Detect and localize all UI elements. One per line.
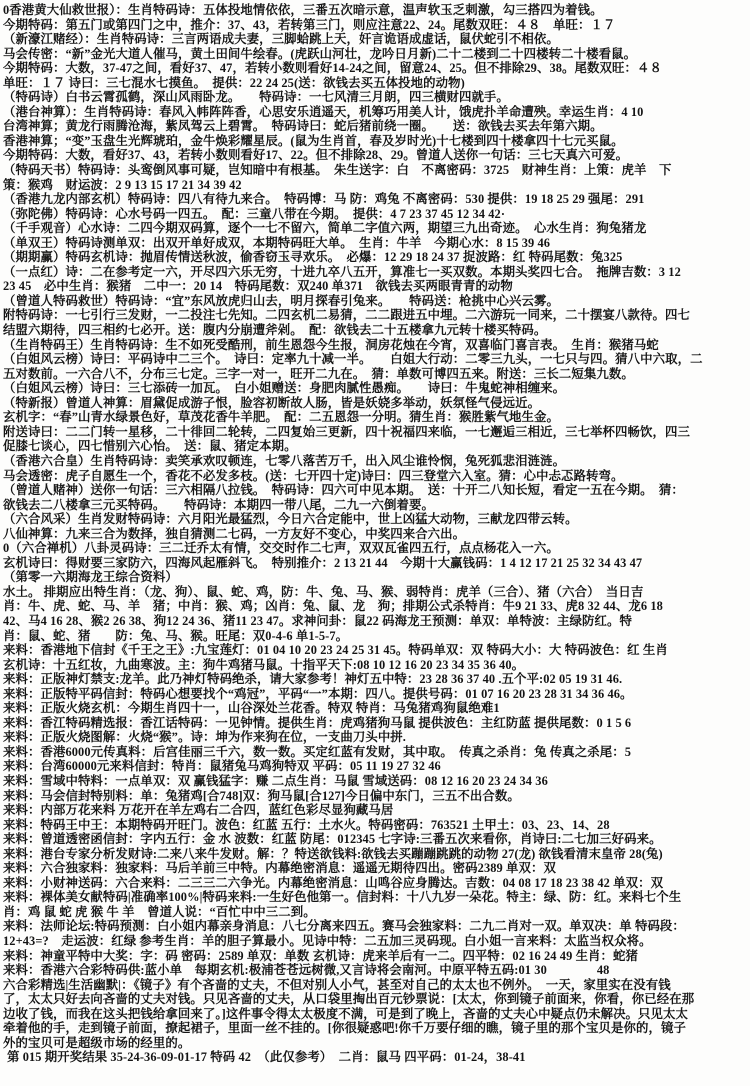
text-line: （曾道人特码救世）特码诗：“宜”东风放虎归山去，明月探春引兔来。 特码送：枪挑中心兴云雾。: [3, 293, 559, 308]
text-line: （曾道人赌神）送你一句话：三六相隔八拉钱。 特码诗：四六可中见本期。 送：十开二八知长短，看定一五在今期。 猜：: [3, 483, 684, 498]
text-line: 来料：特码王中王：本期特码开旺门。波色：红蓝 五行：土水火。特码密码：763521 土甲土：03、23、14、28: [3, 817, 610, 832]
text-line: 香港神算；“变”玉盘生光辉琥珀，金牛焕彩耀星辰。(鼠为生肖首，春及岁时光)十七楼到四十楼拿四十七元买鼠。: [3, 133, 624, 148]
text-line: 今期特码：大数，37-47之间，看好37、47，若转小数则看好14-24之间，留意24、25。但不排除29、38。尾数双旺：４８: [3, 61, 662, 76]
text-line: （千手观音）心水诗：二四今期双码算，逐个一七不留六，简单二字值六两，期望三九出奇迹。 心水生肖：狗兔猪龙: [3, 221, 647, 236]
text-line: 来料：内部万花来料 万花开在羊左鸡右二合四，蓝红色彩尽显狗藏马居: [3, 803, 394, 818]
text-line: （六合风采）生肖发财特码诗：六月阳光最猛烈，今日六合定能中，世上凶猛大动物，三献龙四带云转。: [3, 512, 578, 527]
text-line: 边收了钱，而我在这头把钱给拿回来了。]这件事令得太太极度不满，可是到了晚上，吝啬的丈夫心中疑点仍未解决。只见太太: [3, 1006, 689, 1021]
text-line: 42、马4 16 28、猴2 26 38、狗12 24 36、猪11 23 47。求神问卦：鼠22 码海龙王预测：单双：单特波：主绿防红。特: [3, 613, 632, 628]
text-line: （期期赢）特码玄机诗：抛眉传情送秋波，偷香窃玉寻欢乐。 必爆：12 29 18 24 37 捉波路：红 特码尾数：兔325: [3, 250, 623, 265]
text-line: （生肖特码王）生肖特码诗：生不如死受酷刑，前生恩怨今生报，洞房花烛在今宵，双喜临门喜言表。 生肖：猴猪马蛇: [3, 337, 659, 352]
text-line: 单旺：１７ 诗曰：三七混水七摸鱼。 提供：22 24 25(送：欲钱去买五体投地的动物): [3, 75, 465, 90]
text-line: （单双王）特码诗测单双：出双开单好成双，本期特码旺大单。 生肖：牛羊 今期心水：8 15 39 46: [3, 235, 551, 250]
text-line: 六合彩精选|生活幽默|：《镜子》有个吝啬的丈夫，不但对别人小气，甚至对自己的太太也不例外。 一天，家里实在没有钱: [3, 977, 671, 992]
text-line: 来料：台湾60000元来料信封：特肖：鼠猪兔马鸡狗特双 平码：05 11 19 27 32 46: [3, 759, 441, 774]
text-line: （特新报）曾道人神算：眉黛促成游子恨，脸容初断故人肠，皆是妖娆多举动，妖氛怪气侵远近。: [3, 395, 541, 410]
text-line: （弥陀佛）特码诗：心水号码一四五。 配：三童八带在今期。 提供：4 7 23 37 45 12 34 42·: [3, 206, 506, 221]
text-line: 促膝七谈心，四七惜别六心怡。 送：鼠、猪定本期。: [3, 439, 297, 454]
text-line: 来料：雪域中特料：一点单双：双 赢钱猛字：赚 二点生肖：马鼠 雪域送码：08 12 16 20 23 24 34 36: [3, 773, 548, 788]
text-line: 今期特码：第五门或第四门之中，推介：37、43，若转第三门，则应注意22、24。尾数双旺：４８ 单旺：１７: [3, 17, 616, 32]
text-line: 马会传密：“新”金光大道人催马，黄土田间牛绘春。(虎跃山河壮，龙吟日月新)二十二楼到二十四楼转二十楼看鼠。: [3, 46, 637, 61]
text-line: 来料：曾道透密函信封：字内五行：金 水 波数：红蓝 防尾：012345 七字诗:三番五次来看你，肖诗曰:二七加三好码来。: [3, 832, 662, 847]
text-line: 水土。 排期应出特生肖：（龙、狗）、鼠、蛇、鸡，防：牛、兔、马、猴、弱特肖：虎羊（三合）、猪（六合） 当日吉: [3, 584, 644, 599]
text-line: （港台神算）：生肖特码诗：春风入帏阵阵香，心思安乐逍遥天，机筹巧用美人计，饿虎扑羊命遭殃。幸运生肖：4 10: [3, 104, 644, 119]
text-line: 来料：神童平特中大奖：字：码 密码：2589 单双：单数 玄机诗：虎来羊后有一二。四平特：02 16 24 49 生肖：蛇猪: [3, 948, 639, 963]
text-line: 23 45 必中生肖：猴猪 二中一：20 14 特码尾数：双240 单371 欲钱去买两眼青青的动物: [3, 279, 513, 294]
text-line: （白姐风云榜）诗曰：平码诗中二三个。 诗曰：定率九十减一半。 白姐大行动：二零三九头，一七只与四。猜八中六取，二: [3, 352, 703, 367]
text-line: 来料：正版神灯禁支:龙羊。此乃神灯特码绝杀，请大家参考！神灯五中特：23 28 36 37 40 .五个平:02 05 19 31 46.: [3, 672, 623, 687]
text-line: 台湾神算；黄龙行雨腾沧海，紫凤驾云上碧霄。 特码诗曰：蛇后猪前绕一圈。 送：欲钱去买去年第六期。: [3, 119, 603, 134]
text-line: 0香港黄大仙救世报）：生肖特码诗：五体投地情依依，三番五次暗示意，温声软玉乏刺激，勾三搭四为着钱。: [3, 3, 603, 17]
text-line: 来料：马会信封特别料：单：兔猪鸡[合748]双：狗马鼠[合127]今日偏中东门，三五不出合数。: [3, 788, 520, 803]
text-line: 来料：六合独家料：独家料：马后羊前三中特。内幕绝密消息：遥遥无期待四出。密码2389 单双：双: [3, 861, 556, 876]
text-line: 附送诗曰：二二门转一星移，二十徘回二轮转，二四复始三更新，四十祝福四来临，一七邂逅三相近，三七举杯四畅饮，四三: [3, 424, 690, 439]
text-line: （白姐风云榜）诗曰：三七添砖一加瓦。 白小姐赠送：身肥肉腻性愚痴。 诗曰：牛鬼蛇神相缠来。: [3, 381, 566, 396]
text-line: 玄机诗曰：得财要三家防六，四海风起雁斜飞。 特别推介：2 13 21 44 今期十大赢钱码：1 4 12 17 21 25 32 34 43 47: [3, 555, 643, 570]
text-line: 了，太太只好去向吝啬的丈夫对钱。只见吝啬的丈夫，从口袋里掏出百元钞票说：[太太，你到镜子前面来，你看，你已经在那: [3, 992, 695, 1007]
text-line: （特码诗）白书云霄孤鹤，深山风雨卧龙。 特码诗：一七风清三月朗，四三横财四就手。: [3, 90, 509, 105]
text-line: 来料：正版火烧玄机：今期生肖四十一，山谷深处兰花香。特双 特肖：马兔猪鸡狗鼠绝难1: [3, 701, 500, 716]
text-line: 附特码诗：一七引行三发财，一二投注七先知。二四玄机二易猜，二二跟进五中埋。二六游玩一同来，二十摆宴八款待。四七: [3, 308, 690, 323]
text-line: 玄机字：“春”山青水绿景色好，草茂花香牛羊肥。 配：二五恩怨一分明。猜生肖：猴胜紫气地生金。: [3, 410, 559, 425]
text-line: （第零一六期海龙王综合资料）: [3, 570, 178, 585]
text-line: 来料：裸体美女献特码|准确率100%|特码来料:一生好色他第一。信封料：十八九岁一朵花。特主：绿、防：红。来料七个生: [3, 890, 682, 905]
text-line: 来料：港台专家分析发财诗:二来八来牛发财。解：？特送欲钱料:欲钱去买蹦蹦跳跳的动物 27(龙) 欲钱看清末皇帝 28(兔): [3, 846, 663, 861]
text-line: （特码天书）特码诗：头鸾倒风事可疑，岂知暗中有根基。 朱生送字：白 不离密码：3725 财神生肖：上策：虎羊 下: [3, 163, 672, 178]
text-line: 来料：香港6000元传真料：后宫佳丽三千六，数一数。买定红蓝有发财，其中取。 传真之杀肖：兔 传真之杀尾：5: [3, 744, 632, 759]
text-line: 来料：法师论坛:特码预测：白小姐内幕亲身消息：八七分离来四五。赛马会独家料：二九二肖对一双。单双决：单 特码段：: [3, 919, 685, 934]
text-line: 肖：牛、虎、蛇、马、羊 猪；中肖：猴、鸡；凶肖：兔、鼠、龙 狗；排期公式杀特肖：牛9 21 33、虎8 32 44、龙6 18: [3, 599, 663, 614]
text-line: 来料：正版火烧图解：火烧“猴”。诗：坤为作来狗在位，一支曲刀头中拼.: [3, 730, 406, 745]
text-line: 来料：小财神送码：六合来料：二三三二六争光。内幕绝密消息：山鸣谷应身腾达。吉数：04 08 17 18 23 38 42 单双：双: [3, 875, 664, 890]
text-line: （一点红）诗：二在参考定一六，开尽四六乐无穷，十进九卒八五开，算准七一买双数。本期头奖四七合。 拖牌吉数：3 12: [3, 264, 681, 279]
text-line: 欲钱去二八楼拿三元买特码。 特码诗：本期四一带八尾，二九一六倒着要。: [3, 497, 434, 512]
text-line: 来料：正版特平码信封：特码心想要找个“鸡冠”，平码“一”本期：四八。提供号码：01 07 16 20 23 28 31 34 36 46。: [3, 686, 633, 701]
text-line: 肖：鼠、蛇、猪 防：兔、马、猴。旺尾：双0-4-6 单1-5-7。: [3, 628, 349, 643]
text-line: 马会透密：虎子自愿生一个，香花不必发多枝。(送：七开四十定)诗曰：四三登堂六入室。猜：心中忐忑路转弯。: [3, 468, 624, 483]
text-line: （香港九龙内部玄机）特码诗：四八有待九来合。 特码博：马 防：鸡兔 不离密码：530 提供：19 18 25 29 强尾：291: [3, 192, 645, 207]
text-line: 结盟六期待，四三相约七必开。送：腹内分崩遭斧剁。 配：欲钱去二十五楼拿九元转十楼买特码。: [3, 323, 547, 338]
text-line: 12+43=? 走运波：红绿 参考生肖：羊的胆子算最小。见诗中特：二五加三灵码现。白小姐一言来料：太监当权众将。: [3, 934, 652, 948]
text-line: 第 015 期开奖结果 35-24-36-09-01-17 特码 42 （此仅参考） 二肖：鼠马 四平码：01-24，38-41: [7, 1050, 526, 1065]
text-line: （新濠江赌经）：生肖特码诗：三言两语成夫妻，三脚蛤跳上天，奸言诡语成虚话，鼠伏蛇引不相依。: [3, 32, 559, 47]
text-line: 牵着他的手，走到镜子前面，撩起裙子，里面一丝不挂的。[你很疑惑吧!你千万要仔细的瞧，镜子里的那个宝贝是你的，镜子: [3, 1021, 686, 1036]
text-line: 外的宝贝可是超级市场的经里的。: [3, 1035, 191, 1050]
text-line: 0（六合禅机）八卦灵码诗：三二迁乔太有情，交交时作二七声，双双瓦雀四五行，点点杨花入一六。: [3, 541, 559, 556]
text-line: 来料：香港六合彩特码供:蓝小单 每期玄机:极浦苍苍远树微,又言诗将会南河。中原平特五码:01 30 48: [3, 963, 610, 978]
text-line: （香港六合皇）生肖特码诗：卖笑承欢叹顿连，七零八落苦万千，出入风尘谁怜悯，兔死狐悲泪涟涟。: [3, 453, 566, 468]
tip-sheet-text-body: [3, 3, 748, 1065]
text-line: 八仙神算：九来三合为数择，独自猜测二七码，一方友好不变心，中奖四来合六出。: [3, 526, 466, 541]
text-line: 肖：鸡 鼠 蛇 虎 猴 牛 羊 曾道人说：“百忙中中三二到。: [3, 904, 316, 919]
text-line: 来料：香江特码精选报：香江话特码：一见钟情。提供生肖：虎鸡猪狗马鼠 提供波色：主红防蓝 提供尾数：0 1 5 6: [3, 715, 632, 730]
text-line: 策：猴鸡 财运波：2 9 13 15 17 21 34 39 42: [3, 177, 242, 192]
text-line: 今期特码：大数，看好37、43，若转小数则看好17、22。但不排除28、29。曾道人送你一句话：三七天真六可爱。: [3, 148, 629, 163]
text-line: 来料：香港地下信封《千王之王》:九宝莲灯：01 04 10 20 23 24 25 31 45。特码单双：双 特码大小：大 特码波色：红 生肖: [3, 643, 668, 658]
text-line: 玄机诗：十五红妆，九曲寒波。主：狗牛鸡猪马鼠。十指平天下:08 10 12 16 20 23 34 35 36 40。: [3, 657, 525, 672]
text-line: 五对数前。一六合八不，分布三七定。三字一对一，旺开二九在。 猜：单数可博四五来。附送：三长二短集九数。: [3, 366, 634, 381]
